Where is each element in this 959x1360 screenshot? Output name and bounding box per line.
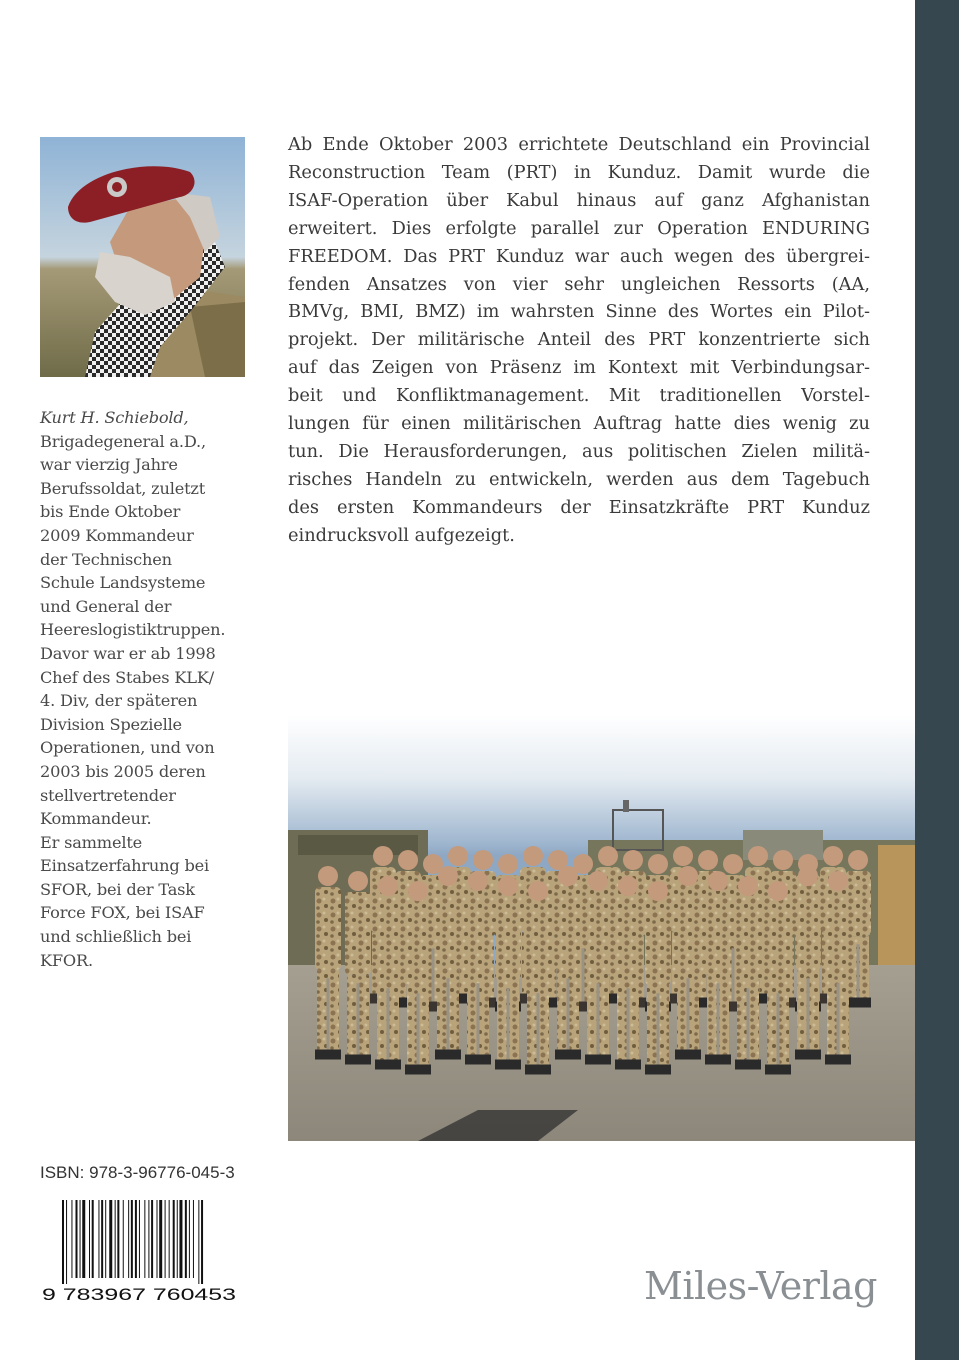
barcode-bar bbox=[169, 1200, 170, 1278]
bio-line: Einsatzerfahrung bei bbox=[40, 856, 210, 876]
barcode-bar bbox=[80, 1200, 81, 1278]
barcode-bar bbox=[101, 1200, 103, 1278]
bio-line: Er sammelte bbox=[40, 832, 142, 852]
soldier-figure bbox=[795, 866, 821, 1060]
soldier-figure bbox=[615, 876, 641, 1070]
barcode-bar bbox=[193, 1200, 194, 1278]
bio-line: Kurt H. Schiebold, bbox=[40, 408, 189, 427]
blurb-line: fenden Ansatzes von vier sehr ungleichen Ressorts (AA, bbox=[288, 273, 870, 295]
blurb-line: BMVg, BMI, BMZ) im wahrsten Sinne des Wortes ein Pilot- bbox=[288, 301, 870, 323]
blurb-line: auf das Zeigen von Präsenz im Kontext mit Verbindungsar- bbox=[288, 357, 870, 379]
blurb-line: risches Handeln zu entwickeln, werden aus dem Tagebuch bbox=[288, 468, 870, 490]
soldier-figure bbox=[585, 871, 611, 1065]
bio-line: Davor war er ab 1998 bbox=[40, 643, 216, 663]
barcode-bar bbox=[198, 1200, 199, 1284]
soldier-figure bbox=[465, 871, 491, 1065]
blurb-line: beit und Konfliktmanagement. Mit traditionellen Vorstel- bbox=[288, 385, 870, 407]
blurb-line: erweitert. Dies erfolgte parallel zur Operation ENDURING bbox=[288, 217, 870, 239]
barcode-bar bbox=[71, 1200, 72, 1278]
soldier-figure bbox=[765, 881, 791, 1075]
barcode-bar bbox=[98, 1200, 99, 1278]
bio-line: und schließlich bei bbox=[40, 927, 192, 947]
soldier-figure bbox=[645, 881, 671, 1075]
soldier-figure bbox=[675, 866, 701, 1060]
barcode-bar bbox=[165, 1200, 166, 1278]
bio-line: 4. Div, der späteren bbox=[40, 691, 198, 711]
barcode-bar bbox=[173, 1200, 175, 1278]
bio-line: 2009 Kommandeur bbox=[40, 525, 194, 545]
barcode-bar bbox=[76, 1200, 78, 1278]
bio-line: Division Spezielle bbox=[40, 714, 182, 734]
bio-line: bis Ende Oktober bbox=[40, 502, 181, 522]
bio-line: stellvertretender bbox=[40, 785, 176, 805]
soldier-figure bbox=[375, 876, 401, 1070]
blurb-line: tun. Die Herausforderungen, aus politischen Zielen militä- bbox=[288, 440, 870, 462]
barcode-bar bbox=[159, 1200, 162, 1278]
soldier-figure bbox=[735, 876, 761, 1070]
bio-line: Heereslogistiktruppen. bbox=[40, 620, 226, 640]
author-bio bbox=[40, 406, 255, 972]
barcode-bar bbox=[135, 1200, 137, 1278]
blurb-line: FREEDOM. Das PRT Kunduz war auch wegen des übergrei- bbox=[288, 245, 870, 267]
isbn-label: ISBN: 978-3-96776-045-3 bbox=[40, 1163, 235, 1182]
barcode-bar bbox=[89, 1200, 90, 1278]
soldier-figure bbox=[525, 881, 551, 1075]
barcode-bar bbox=[109, 1200, 112, 1278]
barcode-bar bbox=[66, 1200, 67, 1284]
bio-line: SFOR, bei der Task bbox=[40, 879, 195, 899]
barcode-bar bbox=[131, 1200, 133, 1278]
barcode-digits: 9 783967 760453 bbox=[42, 1285, 237, 1304]
barcode-bar bbox=[92, 1200, 94, 1278]
barcode-bar bbox=[128, 1200, 129, 1278]
barcode-bar bbox=[151, 1200, 153, 1278]
bio-line: war vierzig Jahre bbox=[40, 455, 178, 475]
soldier-figure bbox=[555, 866, 581, 1060]
barcode-bar bbox=[189, 1200, 190, 1278]
barcode-bar bbox=[177, 1200, 178, 1278]
barcode-bar bbox=[148, 1200, 149, 1278]
barcode-bar bbox=[179, 1200, 182, 1278]
bio-line: 2003 bis 2005 deren bbox=[40, 761, 206, 781]
blurb-line: des ersten Kommandeurs der Einsatzkräfte PRT Kunduz bbox=[288, 496, 870, 518]
soldier-figure bbox=[435, 866, 461, 1060]
barcode-bar bbox=[105, 1200, 106, 1278]
soldier-figure bbox=[495, 876, 521, 1070]
blurb-line: projekt. Der militärische Anteil des PRT konzentrierte sich bbox=[288, 329, 870, 351]
blurb-line: Ab Ende Oktober 2003 errichtete Deutschland ein Provincial bbox=[288, 134, 870, 155]
bio-line: Operationen, und von bbox=[40, 738, 215, 758]
barcode-bar bbox=[201, 1200, 203, 1284]
soldier-figure bbox=[405, 881, 431, 1075]
bio-line: Schule Landsysteme bbox=[40, 573, 206, 593]
blurb-line: ISAF-Operation über Kabul hinaus auf ganz Afghanistan bbox=[288, 189, 870, 211]
barcode-bar bbox=[82, 1200, 85, 1278]
barcode-bar bbox=[117, 1200, 119, 1278]
bio-line: KFOR. bbox=[40, 950, 93, 970]
blurb-line: eindrucksvoll aufgezeigt. bbox=[288, 524, 515, 546]
publisher-logo: Miles-Verlag bbox=[643, 1264, 877, 1308]
barcode-bar bbox=[123, 1200, 124, 1278]
book-spine-strip bbox=[915, 0, 959, 1360]
soldier-figure bbox=[705, 871, 731, 1065]
barcode-bar bbox=[157, 1200, 158, 1278]
barcode-bar bbox=[115, 1200, 116, 1278]
barcode-bar bbox=[62, 1200, 64, 1284]
bio-line: der Technischen bbox=[40, 549, 172, 569]
bio-line: Berufssoldat, zuletzt bbox=[40, 478, 206, 498]
bio-line: Force FOX, bei ISAF bbox=[40, 903, 205, 923]
bio-line: und General der bbox=[40, 596, 172, 616]
isbn-barcode bbox=[40, 1196, 240, 1304]
barcode-bar bbox=[144, 1200, 145, 1278]
bio-line: Brigadegeneral a.D., bbox=[40, 431, 206, 451]
group-photo-soldiers bbox=[288, 715, 915, 1141]
bio-line: Kommandeur. bbox=[40, 809, 152, 829]
soldier-figure bbox=[345, 871, 371, 1065]
soldier-figure bbox=[825, 871, 851, 1065]
author-portrait-photo bbox=[40, 137, 245, 377]
blurb-line: Reconstruction Team (PRT) in Kunduz. Damit wurde die bbox=[288, 161, 870, 183]
back-cover-blurb bbox=[288, 131, 870, 550]
barcode-bar bbox=[185, 1200, 187, 1278]
bio-line: Chef des Stabes KLK/ bbox=[40, 667, 214, 687]
soldier-figure bbox=[315, 866, 341, 1060]
blurb-line: lungen für einen militärischen Auftrag hatte dies wenig zu bbox=[288, 413, 870, 435]
barcode-bar bbox=[139, 1200, 140, 1278]
